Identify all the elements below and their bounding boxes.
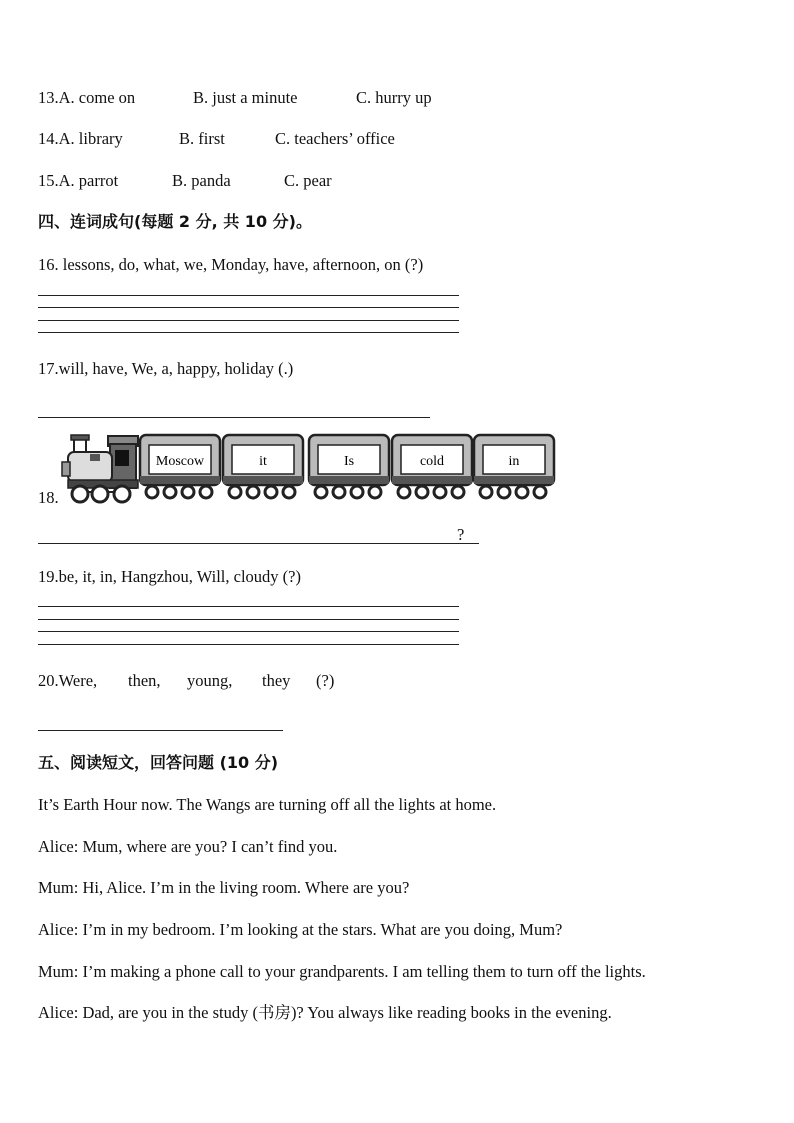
- q16-answer-line-2[interactable]: [38, 307, 459, 308]
- train-word-3: Is: [343, 454, 355, 469]
- q20-word-5: (?): [316, 671, 335, 690]
- passage-line-3: Mum: Hi, Alice. I’m in the living room. Where are you?: [38, 878, 410, 897]
- q19-answer-line-1[interactable]: [38, 606, 459, 607]
- mc-15-option-a: 15.A. parrot: [38, 171, 119, 190]
- train-word-1: Moscow: [155, 454, 205, 469]
- train-car-2: [223, 435, 303, 498]
- train-word-2: it: [259, 454, 267, 469]
- passage-line-6: Alice: Dad, are you in the study (书房)? You always like reading books in the evening.: [38, 1003, 612, 1022]
- question-18-number: 18.: [38, 488, 59, 507]
- question-19: 19.be, it, in, Hangzhou, Will, cloudy (?): [38, 567, 301, 586]
- q19-answer-line-3[interactable]: [38, 631, 459, 632]
- q20-word-3: young,: [187, 671, 233, 690]
- train-car-4: [392, 435, 472, 498]
- section-4-heading: 四、连词成句(每题 2 分, 共 10 分)。: [38, 212, 312, 231]
- locomotive-icon: [62, 435, 138, 502]
- q20-word-1: 20.Were,: [38, 671, 98, 690]
- q20-word-2: then,: [128, 671, 161, 690]
- question-16: 16. lessons, do, what, we, Monday, have, afternoon, on (?): [38, 255, 424, 274]
- q20-word-4: they: [262, 671, 291, 690]
- q16-answer-line-1[interactable]: [38, 295, 459, 296]
- q18-end-mark: ?: [457, 525, 465, 544]
- mc-14-option-a: 14.A. library: [38, 129, 123, 148]
- question-17: 17.will, have, We, a, happy, holiday (.): [38, 359, 294, 378]
- passage-line-4: Alice: I’m in my bedroom. I’m looking at the stars. What are you doing, Mum?: [38, 920, 563, 939]
- mc-14-option-b: B. first: [179, 129, 225, 148]
- q18-answer-line[interactable]: [38, 543, 479, 544]
- train-picture: [60, 432, 560, 506]
- mc-14-option-c: C. teachers’ office: [275, 129, 395, 148]
- q19-answer-line-4[interactable]: [38, 644, 459, 645]
- q16-answer-line-3[interactable]: [38, 320, 459, 321]
- passage-line-1: It’s Earth Hour now. The Wangs are turning off all the lights at home.: [38, 795, 497, 814]
- q19-answer-line-2[interactable]: [38, 619, 459, 620]
- passage-line-5: Mum: I’m making a phone call to your grandparents. I am telling them to turn off the lights.: [38, 962, 646, 981]
- train-word-5: in: [508, 454, 520, 469]
- train-car-5: [474, 435, 554, 498]
- passage-line-2: Alice: Mum, where are you? I can’t find you.: [38, 837, 338, 856]
- train-car-3: [309, 435, 389, 498]
- train-car-1: [140, 435, 220, 498]
- q16-answer-line-4[interactable]: [38, 332, 459, 333]
- q17-answer-line[interactable]: [38, 417, 430, 418]
- section-5-heading: 五、阅读短文，回答问题 (10 分): [38, 753, 279, 772]
- mc-15-option-b: B. panda: [172, 171, 231, 190]
- mc-13-option-c: C. hurry up: [356, 88, 432, 107]
- mc-15-option-c: C. pear: [284, 171, 332, 190]
- mc-13-option-b: B. just a minute: [193, 88, 298, 107]
- mc-13-option-a: 13.A. come on: [38, 88, 136, 107]
- train-word-4: cold: [419, 454, 445, 469]
- q20-answer-line[interactable]: [38, 730, 283, 731]
